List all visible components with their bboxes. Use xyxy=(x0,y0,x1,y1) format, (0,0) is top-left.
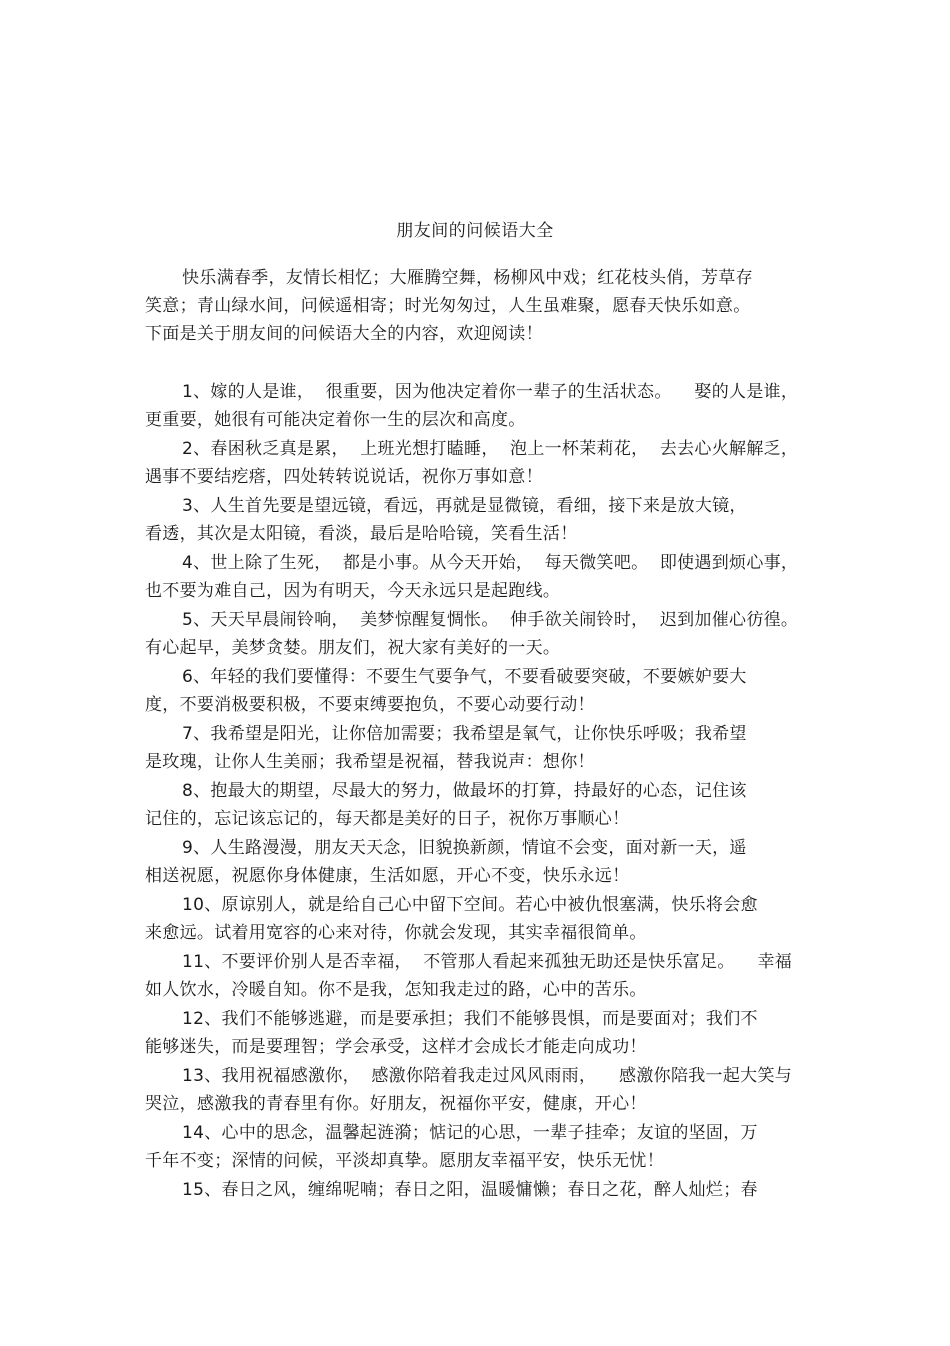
item-4-line-1: 4、世上除了生死， 都是小事。从今天开始， 每天微笑吧。 即使遇到烦心事， xyxy=(182,553,799,573)
item-9-line-2: 相送祝愿，祝愿你身体健康，生活如愿，开心不变，快乐永远！ xyxy=(145,866,630,886)
item-2-line-2: 遇事不要结疙瘩，四处转转说说话，祝你万事如意！ xyxy=(145,467,543,487)
item-1-line-2: 更重要，她很有可能决定着你一生的层次和高度。 xyxy=(145,410,526,430)
item-14-line-2: 千年不变；深情的问候，平淡却真挚。愿朋友幸福平安，快乐无忧！ xyxy=(145,1151,664,1171)
item-4-line-2: 也不要为难自己，因为有明天，今天永远只是起跑线。 xyxy=(145,581,561,601)
item-2-line-1: 2、春困秋乏真是累， 上班光想打瞌睡， 泡上一杯茉莉花， 去去心火解解乏， xyxy=(182,439,799,459)
item-12-line-1: 12、我们不能够逃避，而是要承担；我们不能够畏惧，而是要面对；我们不 xyxy=(182,1009,758,1029)
item-6-line-2: 度，不要消极要积极，不要束缚要抱负，不要心动要行动！ xyxy=(145,695,595,715)
intro-line-2: 笑意；青山绿水间，问候遥相寄；时光匆匆过，人生虽难聚，愿春天快乐如意。 xyxy=(145,296,751,316)
item-1-line-1: 1、嫁的人是谁， 很重要，因为他决定着你一辈子的生活状态。 娶的人是谁， xyxy=(182,382,799,402)
item-6-line-1: 6、年轻的我们要懂得：不要生气要争气，不要看破要突破，不要嫉妒要大 xyxy=(182,667,747,687)
intro-line-3: 下面是关于朋友间的问候语大全的内容，欢迎阅读！ xyxy=(145,324,543,344)
item-8-line-1: 8、抱最大的期望，尽最大的努力，做最坏的打算，持最好的心态，记住该 xyxy=(182,781,747,801)
item-13-line-1: 13、我用祝福感激你， 感激你陪着我走过风风雨雨， 感激你陪我一起大笑与 xyxy=(182,1066,793,1086)
item-13-line-2: 哭泣，感激我的青春里有你。好朋友，祝福你平安，健康，开心！ xyxy=(145,1094,647,1114)
item-3-line-2: 看透，其次是太阳镜，看淡，最后是哈哈镜，笑看生活！ xyxy=(145,524,578,544)
item-9-line-1: 9、人生路漫漫，朋友天天念，旧貌换新颜，情谊不会变，面对新一天，遥 xyxy=(182,838,747,858)
intro-line-1: 快乐满春季，友情长相忆；大雁腾空舞，杨柳风中戏；红花枝头俏，芳草存 xyxy=(182,268,753,288)
item-14-line-1: 14、心中的思念，温馨起涟漪；惦记的心思，一辈子挂牵；友谊的坚固，万 xyxy=(182,1123,758,1143)
item-8-line-2: 记住的，忘记该忘记的，每天都是美好的日子，祝你万事顺心！ xyxy=(145,809,630,829)
item-15-line-1: 15、春日之风，缠绵呢喃；春日之阳，温暖慵懒；春日之花，醉人灿烂；春 xyxy=(182,1180,758,1200)
item-5-line-1: 5、天天早晨闹铃响， 美梦惊醒复惆怅。 伸手欲关闹铃时， 迟到加催心彷徨。 xyxy=(182,610,799,630)
item-11-line-1: 11、不要评价别人是否幸福， 不管那人看起来孤独无助还是快乐富足。 幸福 xyxy=(182,952,793,972)
item-11-line-2: 如人饮水，冷暖自知。你不是我，怎知我走过的路，心中的苦乐。 xyxy=(145,980,647,1000)
item-7-line-1: 7、我希望是阳光，让你倍加需要；我希望是氧气，让你快乐呼吸；我希望 xyxy=(182,724,747,744)
item-10-line-1: 10、原谅别人，就是给自己心中留下空间。若心中被仇恨塞满，快乐将会愈 xyxy=(182,895,758,915)
page-title: 朋友间的问候语大全 xyxy=(396,221,554,241)
item-7-line-2: 是玫瑰，让你人生美丽；我希望是祝福，替我说声：想你！ xyxy=(145,752,595,772)
item-10-line-2: 来愈远。试着用宽容的心来对待，你就会发现，其实幸福很简单。 xyxy=(145,923,647,943)
item-3-line-1: 3、人生首先要是望远镜，看远，再就是显微镜，看细，接下来是放大镜， xyxy=(182,496,747,516)
item-12-line-2: 能够迷失，而是要理智；学会承受，这样才会成长才能走向成功！ xyxy=(145,1037,647,1057)
item-5-line-2: 有心起早，美梦贪婪。朋友们，祝大家有美好的一天。 xyxy=(145,638,561,658)
